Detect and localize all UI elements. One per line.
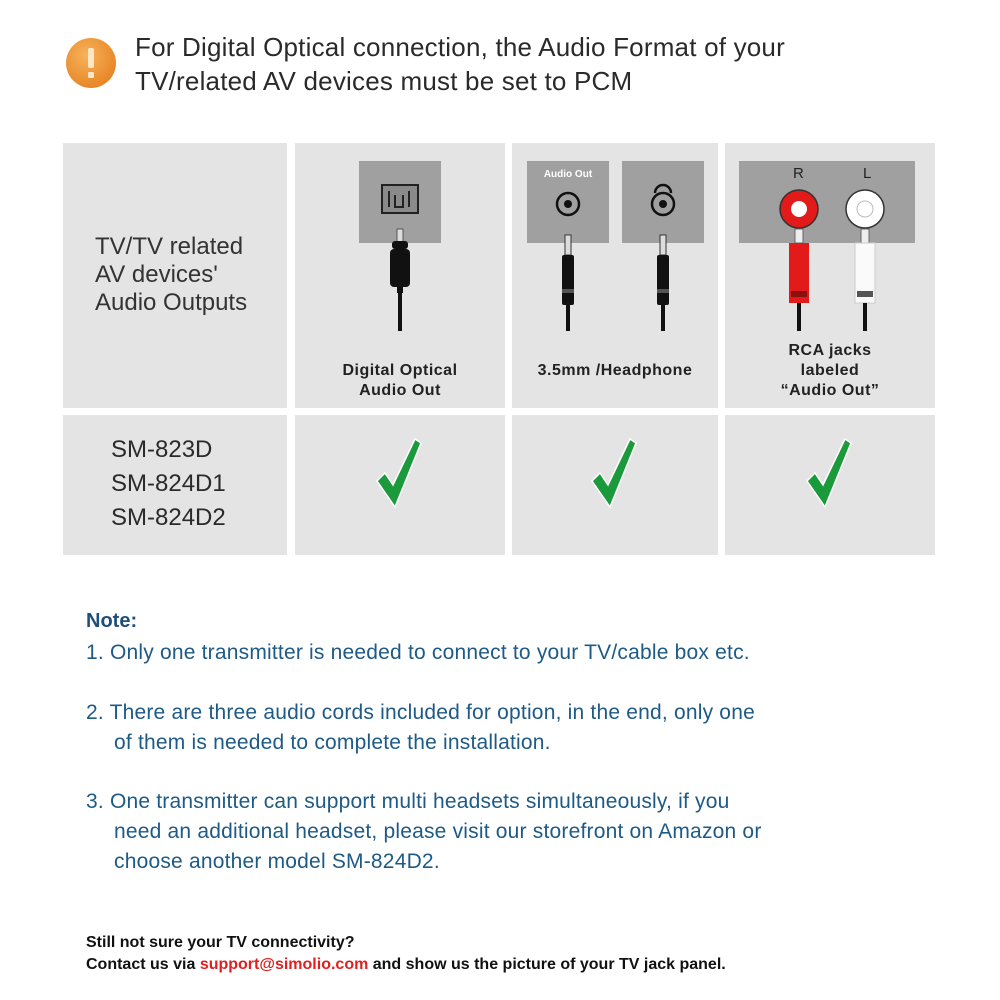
column-3.5mm-headphone [512,143,718,408]
header-label-line: AV devices' [95,261,218,288]
warning-line-1: For Digital Optical connection, the Audio Format of your [135,32,785,62]
column-digital-optical [295,143,505,408]
warning-line-2: TV/related AV devices must be set to PCM [135,66,633,96]
model-name: SM-824D2 [111,504,226,531]
audio-out-label: Audio Out [543,169,593,180]
model-name: SM-824D1 [111,470,226,497]
column-rca-jacks [725,143,935,408]
column-caption: 3.5mm /Headphone [537,362,693,379]
pcm-warning-text [135,30,785,98]
checkmark-icon [805,437,855,509]
checkmark-icon [590,437,640,509]
checkmark-icon [375,437,425,509]
note-line: 2. There are three audio cords included for option, in the end, only one [86,701,755,724]
column-caption: Audio Out [359,382,441,399]
note-item-2 [86,698,755,758]
column-caption: Digital Optical [342,362,458,379]
rca-jack-icon [739,161,915,336]
note-line: 1. Only one transmitter is needed to connect to your TV/cable box etc. [86,641,750,664]
compat-cell-rca [725,415,935,555]
compat-cell-3.5mm [512,415,718,555]
exclamation-warning-icon [66,38,116,88]
model-name: SM-823D [111,436,213,463]
footer-contact [86,932,726,976]
footer-prefix: Contact us via [86,956,200,973]
rca-right-label: R [793,165,804,182]
note-line: 3. One transmitter can support multi headsets simultaneously, if you [86,790,730,813]
rca-left-label: L [863,165,872,182]
header-cell-audio-outputs [63,143,287,408]
note-item-1 [86,638,750,668]
3.5mm-jack-icon [527,161,704,336]
note-item-3 [86,787,762,877]
footer-suffix: and show us the picture of your TV jack panel. [368,956,726,973]
note-heading: Note: [86,610,138,632]
header-label-line: TV/TV related [95,233,244,260]
column-caption: RCA jacks [788,342,872,359]
footer-contact-line [86,954,726,976]
footer-question: Still not sure your TV connectivity? [86,934,355,951]
compat-cell-optical [295,415,505,555]
note-line: need an additional headset, please visit our storefront on Amazon or [114,820,762,843]
column-caption: “Audio Out” [780,382,880,399]
header-label-line: Audio Outputs [95,289,248,316]
note-line: choose another model SM-824D2. [114,850,440,873]
note-line: of them is needed to complete the installation. [114,731,551,754]
optical-toslink-icon [359,161,441,336]
column-caption: labeled [800,362,860,379]
models-cell [63,415,287,555]
support-email-link[interactable]: support@simolio.com [199,956,369,973]
